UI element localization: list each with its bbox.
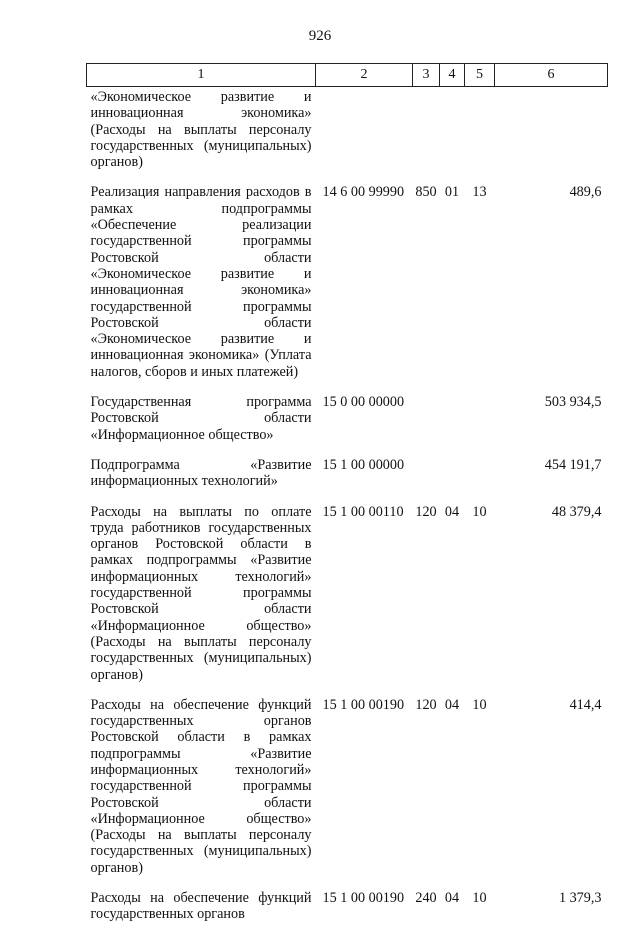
row-pr: 10 xyxy=(472,890,487,907)
row-pr xyxy=(465,87,495,185)
row-vr: 850 xyxy=(415,184,437,201)
row-name: Реализация направления расходов в рамках подпрограммы «Обеспечение реализации государственной программы Ростовской области «Экономическое развитие и инновационная экономика» государственной программы Ростовской области «Экономическое развитие и инновационная экономика» (Уплата налогов, сборов и иных платежей) xyxy=(90,184,312,380)
row-sum: 414,4 xyxy=(569,696,602,713)
row-pr: 10 xyxy=(472,503,487,520)
row-vr xyxy=(413,87,440,185)
header-col-2: 2 xyxy=(316,64,413,87)
row-sum: 48 379,4 xyxy=(551,503,602,520)
row-vr: 120 xyxy=(415,503,437,520)
table-row xyxy=(87,504,608,697)
row-name: «Экономическое развитие и инновационная экономика» (Расходы на выплаты персоналу государственных (муниципальных) органов) xyxy=(90,89,312,171)
header-col-6: 6 xyxy=(495,64,608,87)
row-pr xyxy=(465,457,495,504)
row-code: 15 1 00 00000 xyxy=(322,456,405,473)
row-rz: 04 xyxy=(444,503,460,520)
row-vr: 240 xyxy=(415,890,437,907)
row-code xyxy=(316,87,413,185)
row-pr: 10 xyxy=(472,696,487,713)
header-row xyxy=(87,64,608,87)
row-name: Государственная программа Ростовской области «Информационное общество» xyxy=(90,394,312,443)
table-row xyxy=(87,697,608,890)
row-rz: 01 xyxy=(444,184,460,201)
row-rz xyxy=(440,394,465,457)
row-vr xyxy=(413,394,440,457)
table-row xyxy=(87,87,608,185)
row-code: 15 1 00 00190 xyxy=(322,696,405,713)
row-code: 15 0 00 00000 xyxy=(322,394,405,411)
row-pr: 13 xyxy=(472,184,487,201)
header-col-3: 3 xyxy=(413,64,440,87)
row-name: Подпрограмма «Развитие информационных технологий» xyxy=(90,456,312,490)
row-rz xyxy=(440,457,465,504)
row-sum: 1 379,3 xyxy=(558,890,602,907)
row-code: 15 1 00 00190 xyxy=(322,890,405,907)
row-rz xyxy=(440,87,465,185)
table-row xyxy=(87,184,608,394)
header-col-4: 4 xyxy=(440,64,465,87)
row-code: 15 1 00 00110 xyxy=(322,503,404,520)
table-row xyxy=(87,457,608,504)
row-sum: 454 191,7 xyxy=(544,456,602,473)
row-pr xyxy=(465,394,495,457)
table-row xyxy=(87,890,608,937)
row-sum xyxy=(495,87,608,185)
header-col-1: 1 xyxy=(87,64,316,87)
table-body xyxy=(87,87,608,937)
row-sum: 503 934,5 xyxy=(544,394,602,411)
row-vr: 120 xyxy=(415,696,437,713)
row-rz: 04 xyxy=(444,890,460,907)
row-rz: 04 xyxy=(444,696,460,713)
row-code: 14 6 00 99990 xyxy=(322,184,405,201)
header-col-5: 5 xyxy=(465,64,495,87)
table-header xyxy=(87,64,608,87)
page-number: 926 xyxy=(308,28,332,44)
row-vr xyxy=(413,457,440,504)
row-name: Расходы на обеспечение функций государственных органов Ростовской области в рамках подпрограммы «Развитие информационных технологий» государственной программы Ростовской области «Информационное общество» (Расходы на выплаты персоналу государственных (муниципальных) органов) xyxy=(90,696,312,876)
row-name: Расходы на выплаты по оплате труда работников государственных органов Ростовской области в рамках подпрограммы «Развитие информационных технологий» государственной программы Ростовской области «Информационное общество» (Расходы на выплаты персоналу государственных (муниципальных) органов) xyxy=(90,503,312,683)
budget-table xyxy=(86,63,608,937)
row-sum: 489,6 xyxy=(569,184,602,201)
table-row xyxy=(87,394,608,457)
row-name: Расходы на обеспечение функций государственных органов xyxy=(90,890,312,923)
